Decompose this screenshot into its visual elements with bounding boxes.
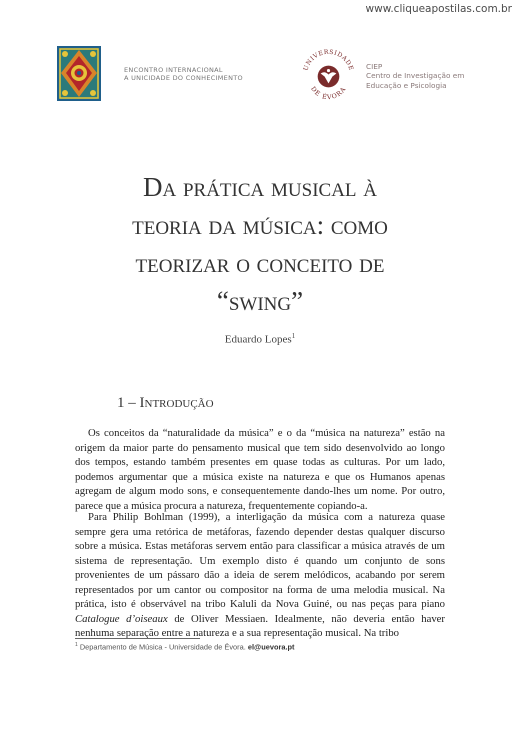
title-line: “swing” — [216, 286, 304, 316]
conference-logo-icon — [57, 46, 101, 101]
paragraph-1: Os conceitos da “naturalidade da música” e o da “música na natureza” estão na origem da maior parte do pensamento musical que tem sido desenvolvido ao longo dos tempos, estando também presentes em quase todas as culturas. Por um lado, podemos argumentar que a música existe na natureza e que os Humanos apenas agregam de algum modo sons, e consequentemente dando-lhes um nome. Por outro, parece que a música procura a natureza, frequentemente copiando-a. — [75, 427, 445, 512]
footnote — [75, 642, 295, 651]
section-heading: 1 – Introdução — [117, 395, 214, 411]
footnote-email-link[interactable]: el@uevora.pt — [247, 642, 295, 652]
conference-line-1: ENCONTRO INTERNACIONAL — [124, 66, 223, 74]
author-name: Eduardo Lopes — [224, 333, 292, 346]
ciep-line-1: Centro de Investigação em — [366, 71, 465, 81]
paragraph-2-text-a: Para Philip Bohlman (1999), a interligação da música com a natureza quase sempre gera uma retórica de metáforas, fazendo depender destas qualquer discurso sobre a música. Estas metáforas servem então para classificar a música através de um sistema de representação. Um exemplo disto é quando um conjunto de sons provenientes de um pássaro dão a ideia de serem melódicos, acabando por serem representados por um cantor ou compositor na forma de uma melodia musical. Na prática, isto é observável na tribo Kaluli da Nova Guiné, ou nas peças para piano — [75, 511, 445, 610]
watermark-url: www.cliqueapostilas.com.br — [365, 3, 512, 15]
conference-name — [124, 66, 243, 82]
footnote-mark: 1 — [75, 642, 78, 648]
paragraph-2-italic-title: Catalogue d’oiseaux — [75, 612, 168, 625]
paragraph-2 — [75, 510, 445, 641]
author-line — [0, 332, 520, 346]
author-footnote-mark: 1 — [291, 332, 296, 340]
ciep-block — [366, 62, 464, 90]
svg-text:UNIVERSIDADE: UNIVERSIDADE — [302, 48, 355, 72]
conference-line-2: A UNICIDADE DO CONHECIMENTO — [124, 74, 243, 82]
university-seal-icon — [297, 44, 360, 107]
title-line: teorizar o conceito de — [135, 248, 385, 278]
ciep-line-2: Educação e Psicologia — [366, 80, 447, 90]
svg-text:DE ÉVORA: DE ÉVORA — [309, 85, 348, 102]
title-line: Da prática musical à — [143, 172, 377, 202]
paragraph-2-text-b: de Oliver Messiaen. Idealmente, não deveria então haver nenhuma separação entre a natureza e a sua representação musical. Na tribo — [75, 612, 445, 639]
paper-title — [60, 168, 460, 320]
footnote-text: Departamento de Música - Universidade de Évora. — [77, 642, 248, 652]
ciep-name: CIEP — [366, 62, 383, 71]
title-line: teoria da música: como — [132, 210, 388, 240]
footnote-divider — [75, 638, 200, 639]
